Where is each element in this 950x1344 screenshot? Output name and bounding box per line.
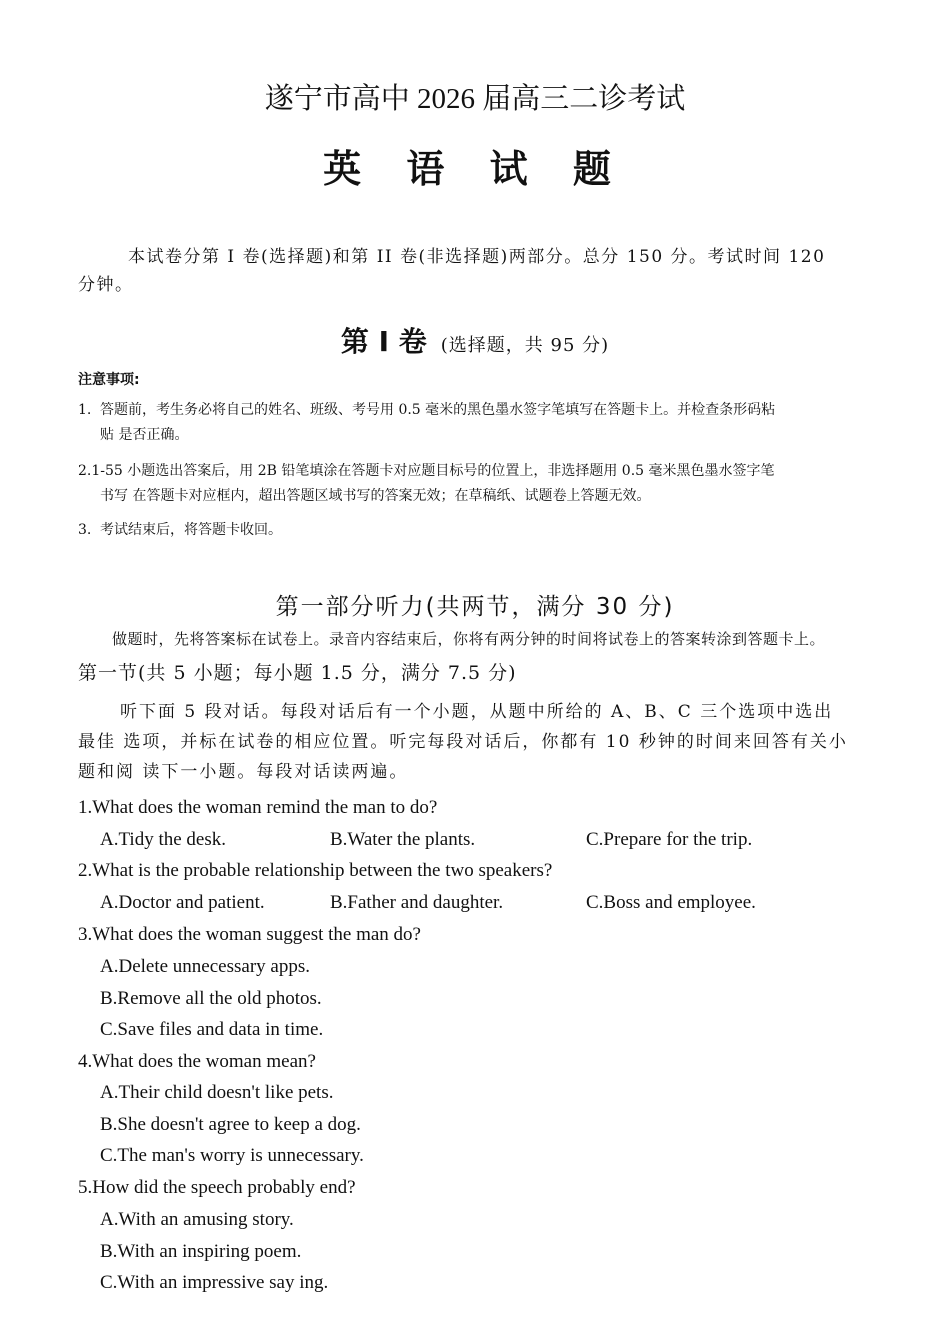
exam-intro: 本试卷分第 I 卷(选择题)和第 II 卷(非选择题)两部分。总分 150 分。考试时间 120 分钟。 [78,247,826,295]
question-stem: 3.What does the woman suggest the man do? [78,924,421,945]
option-b: B.Remove all the old photos. [100,988,322,1009]
note-item [78,398,848,448]
option-b: B.She doesn't agree to keep a dog. [100,1114,361,1135]
volume-subtitle: (选择题，共 95 分) [440,335,610,356]
part-instruction: 做题时，先将答案标在试卷上。录音内容结束后，你将有两分钟的时间将试卷上的答案转涂到答题卡上。 [112,630,826,648]
note-number: 3. [78,522,92,538]
option-a: A.Doctor and patient. [100,892,265,913]
note-text: 考试结束后，将答题卡收回。 [100,522,282,538]
note-text-continued: 贴 是否正确。 [100,427,189,443]
school-exam-title: 遂宁市高中 2026 届高三二诊考试 [264,83,686,115]
note-text-continued: 书写 在答题卡对应框内，超出答题区域书写的答案无效；在草稿纸、试题卷上答题无效。 [100,488,651,504]
section-instruction: 听下面 5 段对话。每段对话后有一个小题，从题中所给的 A、B、C 三个选项中选出最佳 选项，并标在试卷的相应位置。听完每段对话后，你都有 10 秒钟的时间来回答有关小题和阅 读下一小题。每段对话读两遍。 [78,702,848,782]
question-stem: 5.How did the speech probably end? [78,1177,356,1198]
section-heading: 第一节(共 5 小题；每小题 1.5 分，满分 7.5 分) [78,662,517,684]
option-a: A.Tidy the desk. [100,829,226,850]
note-text: 1-55 小题选出答案后，用 2B 铅笔填涂在答题卡对应题目标号的位置上，非选择题用 0.5 毫米黑色墨水签字笔 [91,463,775,479]
option-a: A.Delete unnecessary apps. [100,956,310,977]
subject-title: 英 语 试 题 [323,147,627,191]
option-c: C.The man's worry is unnecessary. [100,1145,364,1166]
option-c: C.Save files and data in time. [100,1019,324,1040]
notes-title: 注意事项: [78,372,140,388]
option-c: C.Boss and employee. [586,892,756,913]
note-number: 1. [78,402,92,418]
option-b: B.With an inspiring poem. [100,1241,302,1262]
option-c: C.With an impressive say ing. [100,1272,329,1293]
question-stem: 1.What does the woman remind the man to do? [78,797,438,818]
option-b: B.Water the plants. [330,829,476,850]
option-c: C.Prepare for the trip. [586,829,753,850]
note-number: 2. [78,463,92,479]
volume-heading [0,320,950,360]
part-heading: 第一部分听力(共两节，满分 30 分) [275,594,675,620]
option-b: B.Father and daughter. [330,892,504,913]
option-a: A.Their child doesn't like pets. [100,1082,334,1103]
question-stem: 4.What does the woman mean? [78,1051,316,1072]
question-stem: 2.What is the probable relationship between the two speakers? [78,860,553,881]
option-a: A.With an amusing story. [100,1209,294,1230]
note-item [78,459,848,509]
note-item [78,518,848,543]
note-text: 答题前，考生务必将自己的姓名、班级、考号用 0.5 毫米的黑色墨水签字笔填写在答题卡上。并检查条形码粘 [100,402,776,418]
volume-title: 第 I 卷 [340,325,427,358]
